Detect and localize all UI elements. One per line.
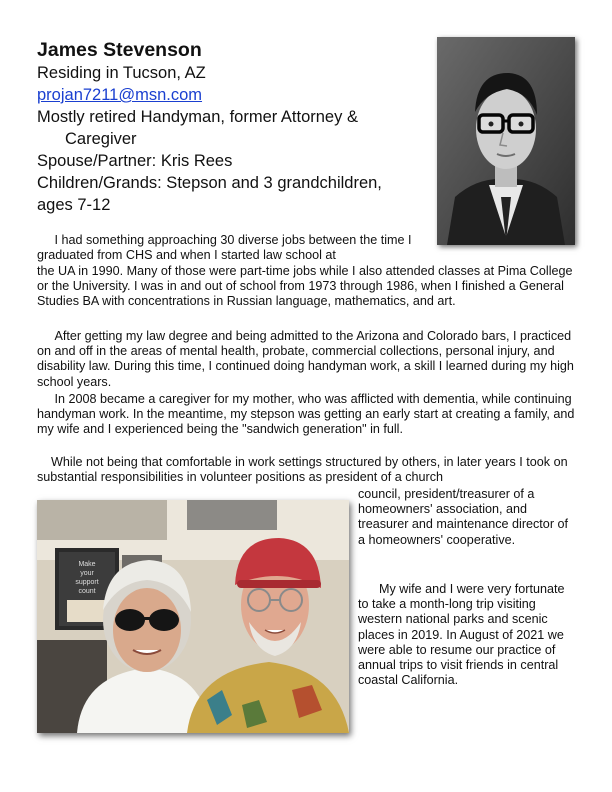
couple-photo	[37, 500, 349, 733]
paragraph-5	[358, 582, 573, 688]
paragraph-1-intro	[37, 233, 432, 263]
paragraph-3	[37, 392, 582, 438]
paragraph-1-part-1: I had something approaching 30 diverse jobs between the time I graduated from CHS and when I started law school at	[37, 233, 412, 263]
paragraph-3-text: In 2008 became a caregiver for my mother, who was afflicted with dementia, while continuing handyman work. In the meantime, my stepson was getting an early start at creating a family, and my wife and I experienced being the "sandwich generation" in full.	[37, 392, 575, 437]
residence: Residing in Tucson, AZ	[37, 64, 206, 82]
profile-header	[37, 38, 417, 216]
paragraph-1-part-2: the UA in 1990. Many of those were part-time jobs while I also attended classes at Pima College or the University. I was in and out of school from 1973 through 1986, when I finished a General Studies BA with concentrations in Russian language, mathematics, and art.	[37, 264, 573, 309]
couple-photo-illustration	[37, 500, 349, 733]
sign-text-2: your	[80, 570, 94, 577]
yearbook-portrait	[437, 37, 575, 245]
paragraph-2	[37, 329, 582, 390]
sign-text-1: Make	[78, 561, 96, 568]
paragraph-4	[37, 455, 582, 485]
person-name: James Stevenson	[37, 39, 202, 61]
portrait-illustration	[437, 37, 575, 245]
children-line-1: Children/Grands: Stepson and 3 grandchildren,	[37, 174, 382, 192]
spouse-partner: Spouse/Partner: Kris Rees	[37, 152, 233, 170]
paragraph-2-text: After getting my law degree and being admitted to the Arizona and Colorado bars, I practiced on and off in the areas of mental health, probate, commercial collections, personal injury, and disability law. During this time, I continued doing handyman work, a skill I learned during my high school years.	[37, 329, 574, 389]
children-line-2: ages 7-12	[37, 196, 111, 214]
email-link[interactable]: projan7211@msn.com	[37, 86, 203, 104]
sign-text-4: count	[78, 588, 96, 595]
sign-text-3: support	[75, 579, 99, 586]
paragraph-4-continued: council, president/treasurer of a homeowners' association, and treasurer and maintenance director of a homeowners' cooperative.	[358, 487, 569, 547]
paragraph-5-text: My wife and I were very fortunate to take a month-long trip visiting western national parks and scenic places in 2019. In August of 2021 we were able to resume our practice of annual trips to visit friends in central coastal California.	[358, 582, 565, 688]
paragraph-4-text: While not being that comfortable in work settings structured by others, in later years I took on substantial responsibilities in volunteer positions as president of a church	[37, 455, 568, 485]
occupation-line-2: Caregiver	[65, 130, 137, 148]
occupation-line-1: Mostly retired Handyman, former Attorney &	[37, 108, 358, 126]
